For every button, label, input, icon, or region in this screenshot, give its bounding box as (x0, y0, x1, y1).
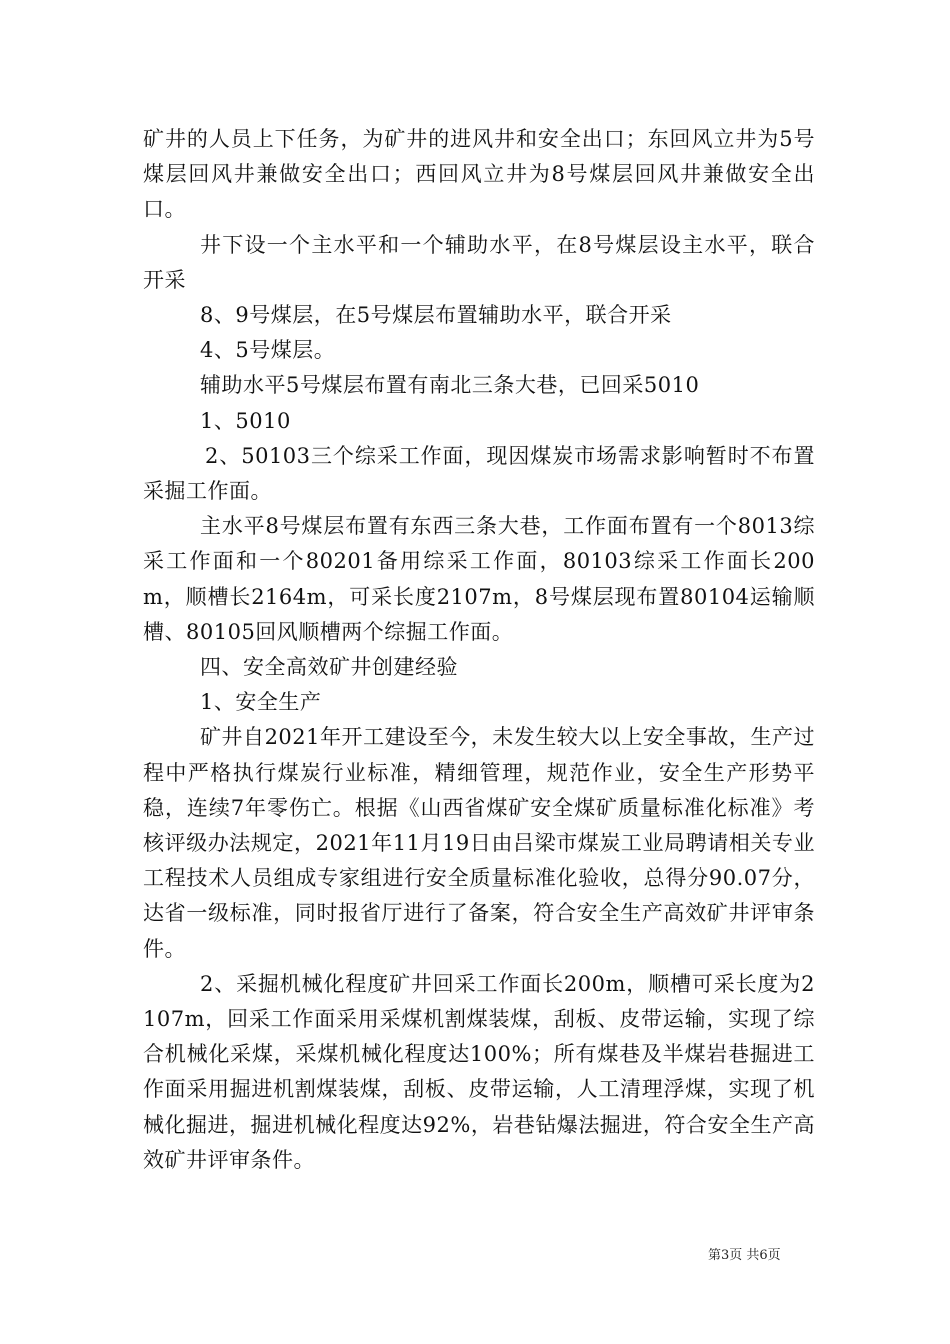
paragraph: 2、采掘机械化程度矿井回采工作面长200m，顺槽可采长度为2107m，回采工作面采用采煤机割煤装煤，刮板、皮带运输，实现了综合机械化采煤，采煤机械化程度达100%；所有煤巷及半煤岩巷掘进工作面采用掘进机割煤装煤，刮板、皮带运输，人工清理浮煤，实现了机械化掘进，掘进机械化程度达92%，岩巷钻爆法掘进，符合安全生产高效矿井评审条件。 (143, 971, 815, 1172)
subsection-heading: 1、安全生产 (200, 690, 322, 715)
document-body (143, 122, 815, 1178)
paragraph: 井下设一个主水平和一个辅助水平，在8号煤层设主水平，联合开采 (143, 232, 815, 292)
paragraph: 矿井的人员上下任务，为矿井的进风井和安全出口；东回风立井为5号煤层回风井兼做安全出口；西回风立井为8号煤层回风井兼做安全出口。 (143, 127, 815, 222)
page-number: 第3页 共6页 (708, 1248, 781, 1263)
paragraph: 主水平8号煤层布置有东西三条大巷，工作面布置有一个8013综采工作面和一个80201备用综采工作面，80103综采工作面长200m，顺槽长2164m，可采长度2107m，8号煤层现布置80104运输顺槽、80105回风顺槽两个综掘工作面。 (143, 514, 815, 644)
paragraph: 2、50103三个综采工作面，现因煤炭市场需求影响暂时不布置采掘工作面。 (143, 443, 815, 504)
paragraph: 4、5号煤层。 (200, 338, 336, 363)
paragraph: 1、5010 (200, 408, 291, 433)
paragraph: 8、9号煤层，在5号煤层布置辅助水平，联合开采 (200, 303, 672, 328)
paragraph: 辅助水平5号煤层布置有南北三条大巷，已回采5010 (200, 373, 700, 398)
section-heading: 四、安全高效矿井创建经验 (200, 655, 458, 680)
paragraph: 矿井自2021年开工建设至今，未发生较大以上安全事故，生产过程中严格执行煤炭行业标准，精细管理，规范作业，安全生产形势平稳，连续7年零伤亡。根据《山西省煤矿安全煤矿质量标准化标准》考核评级办法规定，2021年11月19日由吕梁市煤炭工业局聘请相关专业工程技术人员组成专家组进行安全质量标准化验收，总得分90.07分，达省一级标准，同时报省厅进行了备案，符合安全生产高效矿井评审条件。 (143, 725, 815, 961)
